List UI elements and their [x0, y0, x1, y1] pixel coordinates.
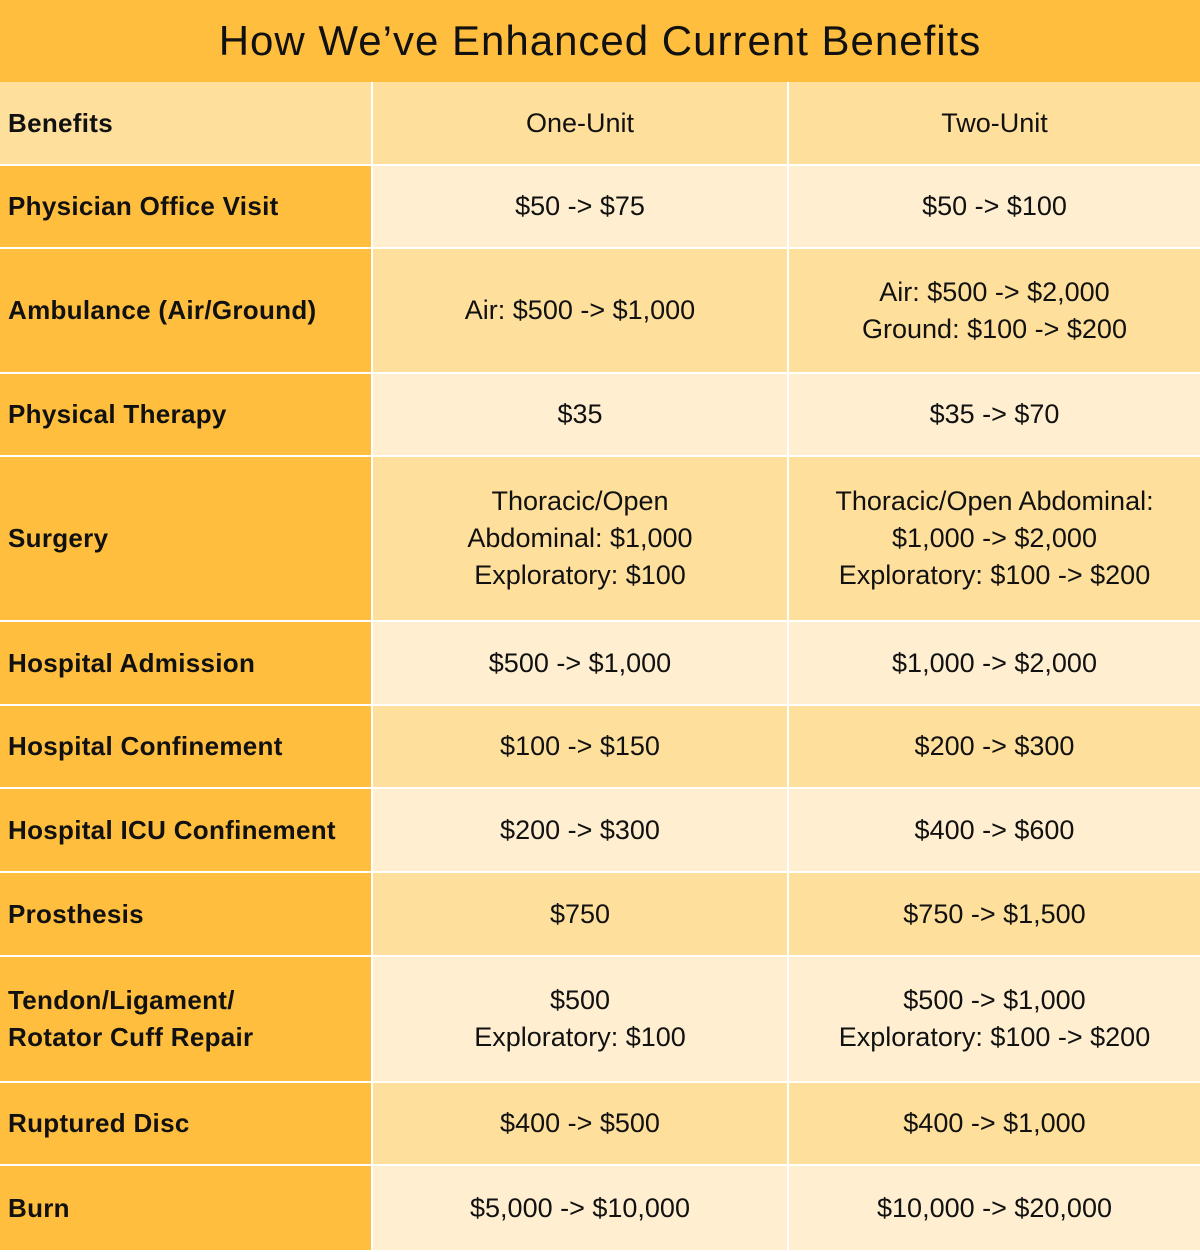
benefit-name	[0, 622, 371, 704]
header-benefits: Benefits	[0, 82, 371, 164]
table-row	[0, 622, 1200, 704]
benefit-name	[0, 166, 371, 247]
one-unit-value-line: Abdominal: $1,000	[467, 523, 693, 553]
two-unit-value-line: $1,000 -> $2,000	[892, 647, 1097, 678]
one-unit-value-line: $750	[549, 898, 611, 929]
benefit-name	[0, 457, 371, 620]
one-unit-value	[373, 457, 787, 620]
two-unit-value	[789, 249, 1200, 372]
table-row	[0, 1166, 1200, 1250]
two-unit-value	[789, 873, 1200, 955]
one-unit-value	[373, 622, 787, 704]
one-unit-value-line: Air: $500 -> $1,000	[464, 295, 696, 325]
benefit-name-line: Rotator Cuff Repair	[8, 1022, 254, 1052]
one-unit-value-line: $100 -> $150	[500, 731, 660, 761]
one-unit-value	[373, 706, 787, 787]
benefit-name-line: Ambulance (Air/Ground)	[8, 295, 317, 325]
one-unit-value-line: Thoracic/Open	[491, 486, 669, 516]
benefit-name	[0, 706, 371, 787]
table-row	[0, 249, 1200, 372]
table-row	[0, 957, 1200, 1081]
one-unit-value	[373, 873, 787, 955]
benefit-name-line: Hospital ICU Confinement	[8, 814, 336, 845]
table-row	[0, 374, 1200, 455]
two-unit-value	[789, 166, 1200, 247]
benefit-name-line: Hospital Admission	[8, 647, 256, 678]
two-unit-value	[789, 1166, 1200, 1250]
benefit-name	[0, 957, 371, 1081]
two-unit-value	[789, 706, 1200, 787]
one-unit-value-line: $500 -> $1,000	[488, 647, 672, 678]
benefit-name-line: Tendon/Ligament/	[8, 985, 235, 1015]
page-title: How We’ve Enhanced Current Benefits	[0, 0, 1200, 82]
one-unit-value-line: $50 -> $75	[515, 191, 645, 221]
header-one-unit: One-Unit	[373, 82, 787, 164]
two-unit-value-line: Exploratory: $100 -> $200	[838, 560, 1151, 590]
benefit-name	[0, 873, 371, 955]
one-unit-value-line: $500	[549, 985, 611, 1015]
one-unit-value-line: Exploratory: $100	[474, 1022, 686, 1052]
two-unit-value-line: $400 -> $600	[914, 814, 1075, 845]
two-unit-value	[789, 374, 1200, 455]
benefit-name-line: Prosthesis	[8, 898, 144, 929]
two-unit-value-line: $35 -> $70	[929, 399, 1060, 429]
two-unit-value	[789, 1083, 1200, 1164]
benefit-name	[0, 789, 371, 871]
two-unit-value-line: Thoracic/Open Abdominal:	[835, 486, 1154, 516]
two-unit-value-line: $400 -> $1,000	[903, 1108, 1086, 1138]
benefits-table	[0, 80, 1200, 1252]
benefit-name	[0, 249, 371, 372]
benefit-name-line: Hospital Confinement	[8, 731, 283, 761]
one-unit-value	[373, 957, 787, 1081]
one-unit-value-line: $400 -> $500	[500, 1108, 660, 1138]
two-unit-value	[789, 622, 1200, 704]
two-unit-value-line: $50 -> $100	[922, 191, 1067, 221]
two-unit-value-line: Air: $500 -> $2,000	[879, 276, 1110, 307]
table-header-row	[0, 82, 1200, 164]
header-two-unit: Two-Unit	[789, 82, 1200, 164]
two-unit-value	[789, 457, 1200, 620]
one-unit-value	[373, 1166, 787, 1250]
benefit-name-line: Physical Therapy	[8, 399, 227, 429]
benefit-name	[0, 374, 371, 455]
two-unit-value-line: $500 -> $1,000	[903, 985, 1086, 1015]
one-unit-value	[373, 1083, 787, 1164]
benefit-name	[0, 1166, 371, 1250]
benefit-name-line: Surgery	[8, 523, 109, 553]
table-row	[0, 789, 1200, 871]
one-unit-value	[373, 374, 787, 455]
two-unit-value-line: Exploratory: $100 -> $200	[838, 1022, 1151, 1052]
one-unit-value-line: $35	[557, 399, 603, 429]
table-row	[0, 457, 1200, 620]
two-unit-value-line: $10,000 -> $20,000	[877, 1192, 1112, 1223]
two-unit-value	[789, 789, 1200, 871]
one-unit-value-line: $5,000 -> $10,000	[470, 1192, 690, 1223]
benefit-name	[0, 1083, 371, 1164]
one-unit-value-line: Exploratory: $100	[474, 560, 686, 590]
two-unit-value-line: Ground: $100 -> $200	[862, 313, 1127, 344]
table-row	[0, 873, 1200, 955]
two-unit-value-line: $750 -> $1,500	[903, 898, 1086, 929]
one-unit-value-line: $200 -> $300	[500, 814, 660, 845]
benefit-name-line: Physician Office Visit	[8, 191, 279, 221]
two-unit-value-line: $200 -> $300	[914, 731, 1075, 761]
table-row	[0, 166, 1200, 247]
two-unit-value-line: $1,000 -> $2,000	[892, 523, 1097, 553]
two-unit-value	[789, 957, 1200, 1081]
one-unit-value	[373, 166, 787, 247]
benefit-name-line: Ruptured Disc	[8, 1108, 190, 1138]
one-unit-value	[373, 789, 787, 871]
one-unit-value	[373, 249, 787, 372]
table-row	[0, 1083, 1200, 1164]
benefit-name-line: Burn	[8, 1192, 70, 1223]
table-row	[0, 706, 1200, 787]
